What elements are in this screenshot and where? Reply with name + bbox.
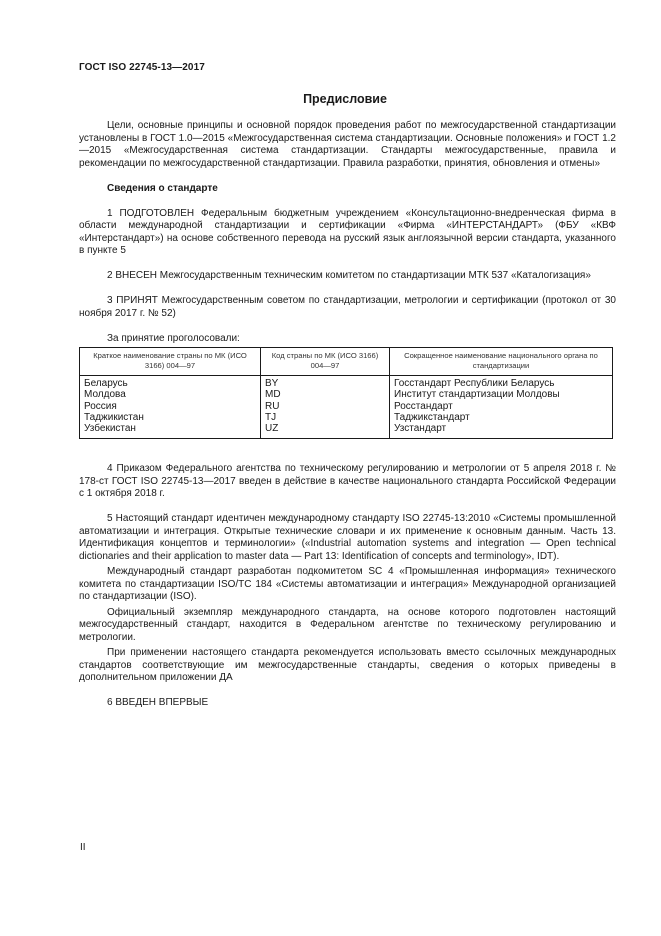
country-name: Таджикистан	[84, 411, 144, 423]
header-country-name: Краткое наименование страны по МК (ИСО 3166) 004—97	[80, 348, 261, 376]
country-names-cell	[80, 376, 261, 439]
standards-body: Институт стандартизации Молдовы	[394, 389, 560, 401]
country-codes-cell	[261, 376, 390, 439]
country-name: Узбекистан	[84, 423, 136, 435]
item-6-paragraph: 6 ВВЕДЕН ВПЕРВЫЕ	[107, 697, 209, 709]
country-code: MD	[265, 389, 281, 401]
intro-paragraph: Цели, основные принципы и основной порядок проведения работ по межгосударственной стандартизации установлены в ГОСТ 1.0—2015 «Межгосударственная система стандартизации. Основные положения» и ГОСТ 1.2—2015 «Межгосударственная система стандартизации. Стандарты межгосударственные, правила и рекомендации по межгосударственной стандартизации. Правила разработки, принятия, обновления и отмены»	[79, 120, 616, 169]
country-code: TJ	[265, 411, 277, 423]
standards-body: Госстандарт Республики Беларусь	[394, 378, 555, 389]
item-3-paragraph: 3 ПРИНЯТ Межгосударственным советом по стандартизации, метрологии и сертификации (протокол от 30 ноября 2017 г. № 52)	[79, 295, 616, 319]
table-header-row	[80, 348, 613, 376]
standards-body: Таджикстандарт	[394, 411, 470, 423]
item-4-paragraph: 4 Приказом Федерального агентства по техническому регулированию и метрологии от 5 апреля 2018 г. № 178-ст ГОСТ ISO 22745-13—2017 введен в действие в качестве национального стандарта Российской Федерации с 1 октября 2018 г.	[79, 463, 616, 500]
item-1-paragraph: 1 ПОДГОТОВЛЕН Федеральным бюджетным учреждением «Консультационно-внедренческая фирма в области международной стандартизации и сертификации «Фирма «ИНТЕРСТАНДАРТ» (ФБУ «КВФ «Интерстандарт») на основе собственного перевода на русский язык англоязычной версии стандарта, указанного в пункте 5	[79, 207, 616, 256]
page-number: II	[80, 842, 86, 853]
votes-label: За принятие проголосовали:	[107, 332, 240, 344]
item-5-paragraph-3: Официальный экземпляр международного стандарта, на основе которого подготовлен настоящий межгосударственный стандарт, находится в Федеральном агентстве по техническому регулированию и метрологии.	[79, 606, 616, 643]
page-title: Предисловие	[303, 92, 387, 106]
table-row	[80, 376, 613, 439]
document-body	[79, 120, 616, 710]
item-5-paragraph-2: Международный стандарт разработан подкомитетом SC 4 «Промышленная информация» технического комитета по стандартизации ISO/TC 184 «Системы автоматизации и интеграция» Международной организацией по стандартизации (ISO).	[79, 566, 616, 603]
country-name: Молдова	[84, 389, 126, 401]
country-name: Беларусь	[84, 378, 128, 389]
header-country-code: Код страны по МК (ИСО 3166) 004—97	[261, 348, 390, 376]
standards-body: Узстандарт	[394, 423, 447, 435]
votes-table	[79, 347, 613, 439]
standards-body: Росстандарт	[394, 400, 453, 412]
standards-bodies-cell	[390, 376, 613, 439]
country-code: UZ	[265, 423, 279, 435]
country-code: BY	[265, 378, 279, 389]
section-heading: Сведения о стандарте	[107, 182, 218, 194]
country-code: RU	[265, 400, 280, 412]
item-2-paragraph: 2 ВНЕСЕН Межгосударственным техническим комитетом по стандартизации МТК 537 «Каталогизация»	[107, 270, 591, 281]
item-5-paragraph-4: При применении настоящего стандарта рекомендуется использовать вместо ссылочных международных стандартов соответствующие им межгосударственные стандарты, сведения о которых приведены в дополнительном приложении ДА	[79, 647, 616, 684]
country-name: Россия	[84, 400, 117, 412]
header-standards-body: Сокращенное наименование национального органа по стандартизации	[390, 348, 613, 376]
item-5-paragraph: 5 Настоящий стандарт идентичен международному стандарту ISO 22745-13:2010 «Системы промышленной автоматизации и интеграция. Открытые технические словари и их применение к основным данным. Часть 13. Идентификация концептов и терминологии» («Industrial automation systems and integration — Open technical dictionaries and their application to master data — Part 13: Identification of concepts and terminology», IDT).	[79, 513, 616, 562]
document-code-header: ГОСТ ISO 22745-13—2017	[79, 62, 205, 73]
